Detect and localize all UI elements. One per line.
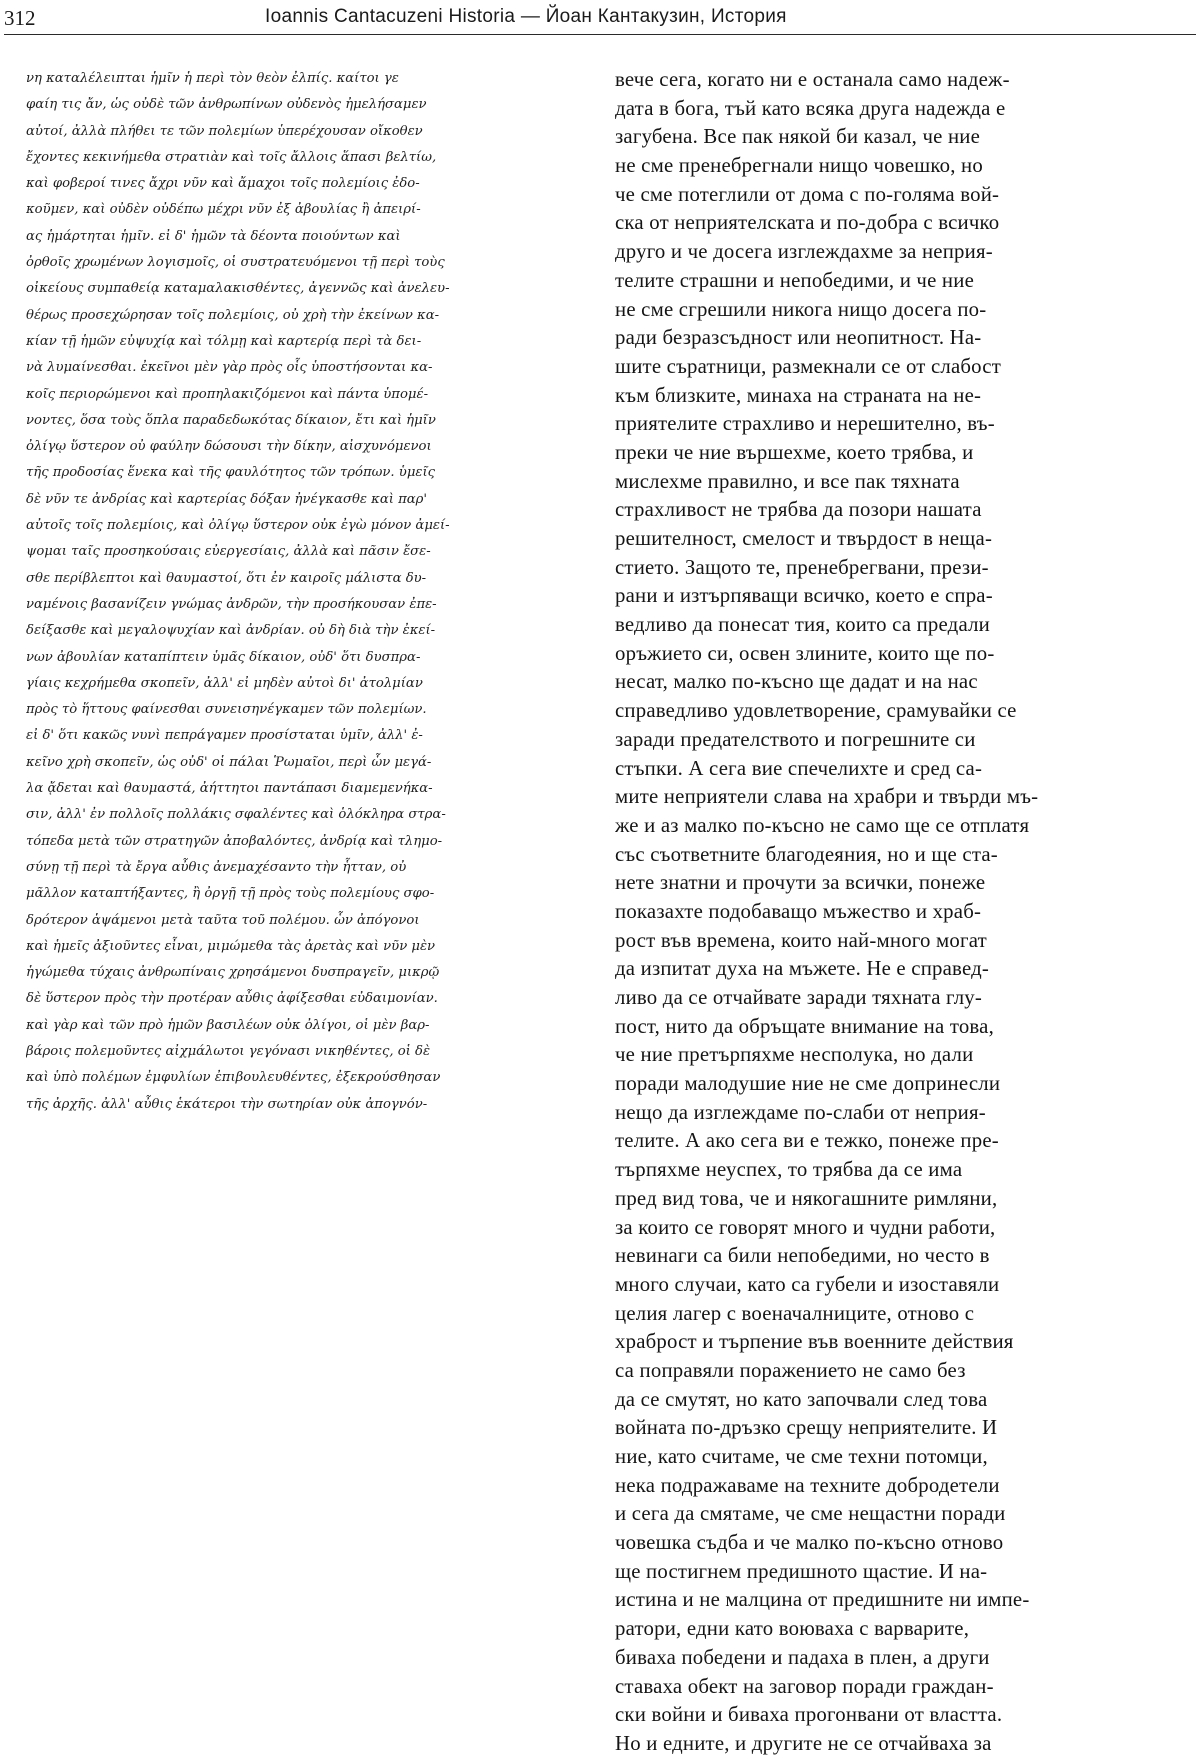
bulgarian-text-line: вече сега, когато ни е останала само надеж- bbox=[615, 68, 1010, 91]
bulgarian-text-line: приятелите страхливо и нерешително, въ- bbox=[615, 412, 995, 436]
bulgarian-text-line: ради безразсъдност или неопитност. На- bbox=[615, 326, 982, 350]
bulgarian-text-line: рани и изтърпяващи всичко, което е спра- bbox=[615, 584, 993, 608]
bulgarian-text-line: че сме потеглили от дома с по-голяма вой- bbox=[615, 182, 1000, 206]
bulgarian-text-line: стието. Защото те, пренебрегвани, прези- bbox=[615, 555, 989, 579]
bulgarian-text-line: търпяхме неуспех, то трябва да се има bbox=[615, 1158, 963, 1182]
greek-text-line: τόπεδα μετὰ τῶν στρατηγῶν ἀποβαλόντες, ἀνδρίᾳ καὶ τλημο- bbox=[26, 833, 443, 849]
running-title: Ioannis Cantacuzeni Historia — Йоан Кантакузин, История bbox=[265, 6, 787, 27]
page-number: 312 bbox=[4, 6, 36, 30]
greek-text-line: θέρως προσεχώρησαν τοῖς πολεμίοις, οὐ χρὴ τὴν ἐκείνων κα- bbox=[26, 307, 440, 323]
greek-text-line: κεῖνο χρὴ σκοπεῖν, ὡς οὐδ' οἱ πάλαι Ῥωμαῖοι, περὶ ὧν μεγά- bbox=[26, 754, 432, 770]
greek-text-line: νὰ λυμαίνεσθαι. ἐκεῖνοι μὲν γὰρ πρὸς οἷς ὑποστήσονται κα- bbox=[26, 360, 433, 376]
bulgarian-text-line: да се смутят, но като започвали след това bbox=[615, 1387, 988, 1411]
greek-text-line: κοῖς περιορώμενοι καὶ προπηλακιζόμενοι καὶ πάντα ὑπομέ- bbox=[26, 386, 429, 402]
bulgarian-text-line: ливо да се отчайвате заради тяхната глу- bbox=[615, 986, 983, 1009]
bulgarian-text-line: ние, като считаме, че сме техни потомци, bbox=[615, 1445, 988, 1468]
bulgarian-text-line: нека подражаваме на техните добродетели bbox=[615, 1473, 1000, 1497]
bulgarian-text-line: войната по-дръзко срещу неприятелите. И bbox=[615, 1416, 998, 1440]
bulgarian-text-line: же и аз малко по-късно не само ще се отплатя bbox=[615, 813, 1030, 837]
bulgarian-text-line: за които се говорят много и чудни работи, bbox=[615, 1215, 996, 1239]
bulgarian-text-line: нещо да изглеждаме по-слаби от неприя- bbox=[615, 1100, 986, 1124]
bulgarian-text-line: мислехме правилно, и все пак тяхната bbox=[615, 469, 960, 493]
bulgarian-text-line: и сега да смятаме, че сме нещастни поради bbox=[615, 1502, 1006, 1526]
bulgarian-text-line: са поправяли поражението не само без bbox=[615, 1358, 966, 1382]
greek-text-line: δὲ ὕστερον πρὸς τὴν προτέραν αὖθις ἀφίξεσθαι εὐδαιμονίαν. bbox=[26, 991, 438, 1007]
greek-text-line: καὶ ἡμεῖς ἀξιοῦντες εἶναι, μιμώμεθα τὰς ἀρετὰς καὶ νῦν μὲν bbox=[26, 938, 436, 954]
greek-text-line: κίαν τῇ ἡμῶν εὐψυχίᾳ καὶ τόλμῃ καὶ καρτερίᾳ περὶ τὰ δει- bbox=[26, 333, 422, 349]
greek-text-line: καὶ ὑπὸ πολέμων ἐμφυλίων ἐπιβουλευθέντες, ἐξεκρούσθησαν bbox=[26, 1070, 441, 1086]
bulgarian-text-line: не сме сгрешили никога нищо досега по- bbox=[615, 297, 987, 321]
greek-text-column bbox=[26, 66, 591, 1118]
greek-text-line: γίαις κεχρήμεθα σκοπεῖν, ἀλλ' εἰ μηδὲν αὐτοὶ δι' ἀτολμίαν bbox=[26, 675, 423, 691]
bulgarian-text-line: не сме пренебрегнали нищо човешко, но bbox=[615, 154, 983, 178]
greek-text-line: καὶ γὰρ καὶ τῶν πρὸ ἡμῶν βασιλέων οὐκ ὀλίγοι, οἱ μὲν βαρ- bbox=[26, 1017, 430, 1033]
greek-text-line: νη καταλέλειπται ἡμῖν ἡ περὶ τὸν θεὸν ἐλπίς. καίτοι γε bbox=[26, 71, 399, 86]
greek-text-line: ας ἡμάρτηται ἡμῖν. εἰ δ' ἡμῶν τὰ δέοντα ποιούντων καὶ bbox=[26, 228, 401, 244]
greek-text-line: φαίη τις ἄν, ὡς οὐδὲ τῶν ἀνθρωπίνων οὐδενὸς ἠμελήσαμεν bbox=[26, 97, 427, 113]
greek-text-line: ψομαι ταῖς προσηκούσαις εὐεργεσίαις, ἀλλὰ καὶ πᾶσιν ἔσε- bbox=[26, 544, 431, 560]
greek-text-line: αὐτοί, ἀλλὰ πλήθει τε τῶν πολεμίων ὑπερέχουσαν οἴκοθεν bbox=[26, 123, 423, 139]
greek-text-line: νοντες, ὅσα τοὺς ὅπλα παραδεδωκότας δίκαιον, ἔτι καὶ ἡμῖν bbox=[26, 412, 436, 428]
bulgarian-text-line: показахте подобаващо мъжество и храб- bbox=[615, 899, 982, 923]
bulgarian-text-line: истина и не малцина от предишните ни импе- bbox=[615, 1588, 1030, 1612]
bulgarian-text-line: оръжието си, освен злините, които ще по- bbox=[615, 641, 995, 665]
bulgarian-text-line: друго и че досега изглеждахме за неприя- bbox=[615, 240, 993, 264]
bulgarian-text-line: човешка съдба и че малко по-късно отново bbox=[615, 1531, 1004, 1555]
greek-text-line: νων ἀβουλίαν καταπίπτειν ὑμᾶς δίκαιον, οὐδ' ὅτι δυσπρα- bbox=[26, 649, 421, 665]
bulgarian-text-line: загубена. Все пак някой би казал, че ние bbox=[615, 125, 981, 149]
greek-text-line: δείξασθε καὶ μεγαλοψυχίαν καὶ ἀνδρίαν. οὐ δὴ διὰ τὴν ἐκεί- bbox=[26, 623, 436, 639]
bulgarian-text-line: телите страшни и непобедими, и че ние bbox=[615, 268, 975, 292]
bulgarian-text-line: че ние претърпяхме несполука, но дали bbox=[615, 1043, 974, 1067]
bulgarian-text-line: ски войни и биваха прогонвани от властта. bbox=[615, 1703, 1003, 1727]
greek-text-line: λα ᾄδεται καὶ θαυμαστά, ἀήττητοι παντάπασι διαμεμενήκα- bbox=[26, 781, 433, 797]
greek-text-line: κοῦμεν, καὶ οὐδὲν οὐδέπω μέχρι νῦν ἐξ ἀβουλίας ἢ ἀπειρί- bbox=[26, 202, 421, 218]
bulgarian-text-line: биваха победени и падаха в плен, а други bbox=[615, 1645, 990, 1669]
greek-text-line: σύνῃ τῇ περὶ τὰ ἔργα αὖθις ἀνεμαχέσαντο τὴν ἧτταν, οὐ bbox=[26, 859, 407, 875]
bulgarian-text-line: рост във времена, които най-много могат bbox=[615, 928, 987, 952]
greek-text-line: σιν, ἀλλ' ἐν πολλοῖς πολλάκις σφαλέντες καὶ ὁλόκληρα στρα- bbox=[26, 807, 446, 823]
greek-text-line: σθε περίβλεπτοι καὶ θαυμαστοί, ὅτι ἐν καιροῖς μάλιστα δυ- bbox=[26, 570, 427, 586]
page-header bbox=[0, 0, 1200, 34]
bulgarian-text-line: мите неприятели слава на храбри и твърди мъ- bbox=[615, 785, 1039, 809]
bulgarian-text-line: справедливо удовлетворение, срамувайки се bbox=[615, 699, 1017, 723]
greek-text-line: ναμένοις βασανίζειν γνώμας ἀνδρῶν, τὴν προσήκουσαν ἐπε- bbox=[26, 596, 437, 612]
bulgarian-text-line: невинаги са били непобедими, но често в bbox=[615, 1244, 990, 1268]
bulgarian-text-line: със съответните благодеяния, но и ще ста- bbox=[615, 842, 998, 866]
bulgarian-text-line: преки че ние вършехме, което трябва, и bbox=[615, 440, 974, 464]
bulgarian-text-line: към близките, минаха на страната на не- bbox=[615, 383, 982, 407]
bulgarian-text-line: заради предателството и погрешните си bbox=[615, 727, 976, 751]
greek-text-line: μᾶλλον καταπτήξαντες, ἢ ὀργῇ τῇ πρὸς τοὺς πολεμίους σφο- bbox=[26, 886, 435, 902]
bulgarian-text-line: ставаха обект на заговор поради граждан- bbox=[615, 1674, 994, 1698]
bulgarian-text-line: целия лагер с военачалниците, отново с bbox=[615, 1301, 975, 1325]
bulgarian-text-line: пред вид това, че и някогашните римляни, bbox=[615, 1186, 998, 1210]
bulgarian-text-line: нете знатни и прочути за всички, понеже bbox=[615, 871, 986, 895]
bulgarian-text-line: шите съратници, размекнали се от слабост bbox=[615, 354, 1002, 378]
greek-text-line: αὐτοῖς τοῖς πολεμίοις, καὶ ὀλίγῳ ὕστερον οὐκ ἐγὼ μόνον ἀμεί- bbox=[26, 518, 450, 534]
greek-text-line: οἰκείους συμπαθείᾳ καταμαλακισθέντες, ἀγεννῶς καὶ ἀνελευ- bbox=[26, 281, 450, 297]
bulgarian-text-line: ще постигнем предишното щастие. И на- bbox=[615, 1559, 988, 1583]
greek-text-line: δρότερον ἁψάμενοι μετὰ ταῦτα τοῦ πολέμου. ὧν ἀπόγονοι bbox=[26, 912, 420, 928]
greek-text-line: βάροις πολεμοῦντες αἰχμάλωτοι γεγόνασι νικηθέντες, οἱ δὲ bbox=[26, 1043, 431, 1059]
bulgarian-text-line: стъпки. А сега вие спечелихте и сред са- bbox=[615, 756, 983, 780]
bulgarian-text-line: ведливо да понесат тия, които са предали bbox=[615, 613, 990, 637]
bulgarian-text-line: да изпитат духа на мъжете. Не е справед- bbox=[615, 957, 990, 981]
greek-text-line: δὲ νῦν τε ἀνδρίας καὶ καρτερίας δόξαν ἠνέγκασθε καὶ παρ' bbox=[26, 491, 428, 507]
header-rule bbox=[4, 34, 1196, 35]
bulgarian-text-line: страхливост не трябва да позори нашата bbox=[615, 498, 982, 522]
greek-text-line: τῆς ἀρχῆς. ἀλλ' αὖθις ἑκάτεροι τὴν σωτηρίαν οὐκ ἀπογνόν- bbox=[26, 1096, 428, 1112]
greek-text-line: τῆς προδοσίας ἕνεκα καὶ τῆς φαυλότητος τῶν τρόπων. ὑμεῖς bbox=[26, 465, 436, 481]
greek-text-line: καὶ φοβεροί τινες ἄχρι νῦν καὶ ἄμαχοι τοῖς πολεμίοις ἐδο- bbox=[26, 176, 420, 192]
greek-text-line: ὀρθοῖς χρωμένων λογισμοῖς, οἱ συστρατευόμενοι τῇ περὶ τοὺς bbox=[26, 255, 445, 271]
bulgarian-text-line: Но и едните, и другите не се отчайваха за bbox=[615, 1731, 992, 1755]
bulgarian-text-line: дата в бога, тъй като всяка друга надежда е bbox=[615, 96, 1006, 120]
bulgarian-text-line: решителност, смелост и твърдост в неща- bbox=[615, 527, 993, 550]
bulgarian-text-line: ска от неприятелската и по-добра с всичко bbox=[615, 211, 1000, 235]
bulgarian-text-line: ратори, едни като воюваха с варварите, bbox=[615, 1617, 970, 1641]
greek-text-line: ὀλίγῳ ὕστερον οὐ φαύλην δώσουσι τὴν δίκην, αἰσχυνόμενοι bbox=[26, 439, 432, 455]
bulgarian-text-line: телите. А ако сега ви е тежко, понеже пре- bbox=[615, 1129, 999, 1153]
bulgarian-text-line: поради малодушие ние не сме допринесли bbox=[615, 1072, 1001, 1096]
bulgarian-text-line: несат, малко по-късно ще дадат и на нас bbox=[615, 670, 978, 694]
bulgarian-text-line: много случаи, като са губели и изоставяли bbox=[615, 1272, 1000, 1296]
bulgarian-text-line: пост, нито да обръщате внимание на това, bbox=[615, 1014, 995, 1038]
bulgarian-text-line: храброст и търпение във военните действия bbox=[615, 1330, 1014, 1354]
bulgarian-translation-column bbox=[615, 66, 1200, 1759]
greek-text-line: ἡγώμεθα τύχαις ἀνθρωπίναις χρησάμενοι δυσπραγεῖν, μικρῷ bbox=[26, 965, 440, 981]
greek-text-line: εἰ δ' ὅτι κακῶς νυνὶ πεπράγαμεν προσίσταται ὑμῖν, ἀλλ' ἐ- bbox=[26, 728, 423, 744]
greek-text-line: ἔχοντες κεκινήμεθα στρατιὰν καὶ τοῖς ἄλλοις ἅπασι βελτίω, bbox=[26, 149, 437, 165]
greek-text-line: πρὸς τὸ ἥττους φαίνεσθαι συνεισηνέγκαμεν τῶν πολεμίων. bbox=[26, 702, 427, 718]
